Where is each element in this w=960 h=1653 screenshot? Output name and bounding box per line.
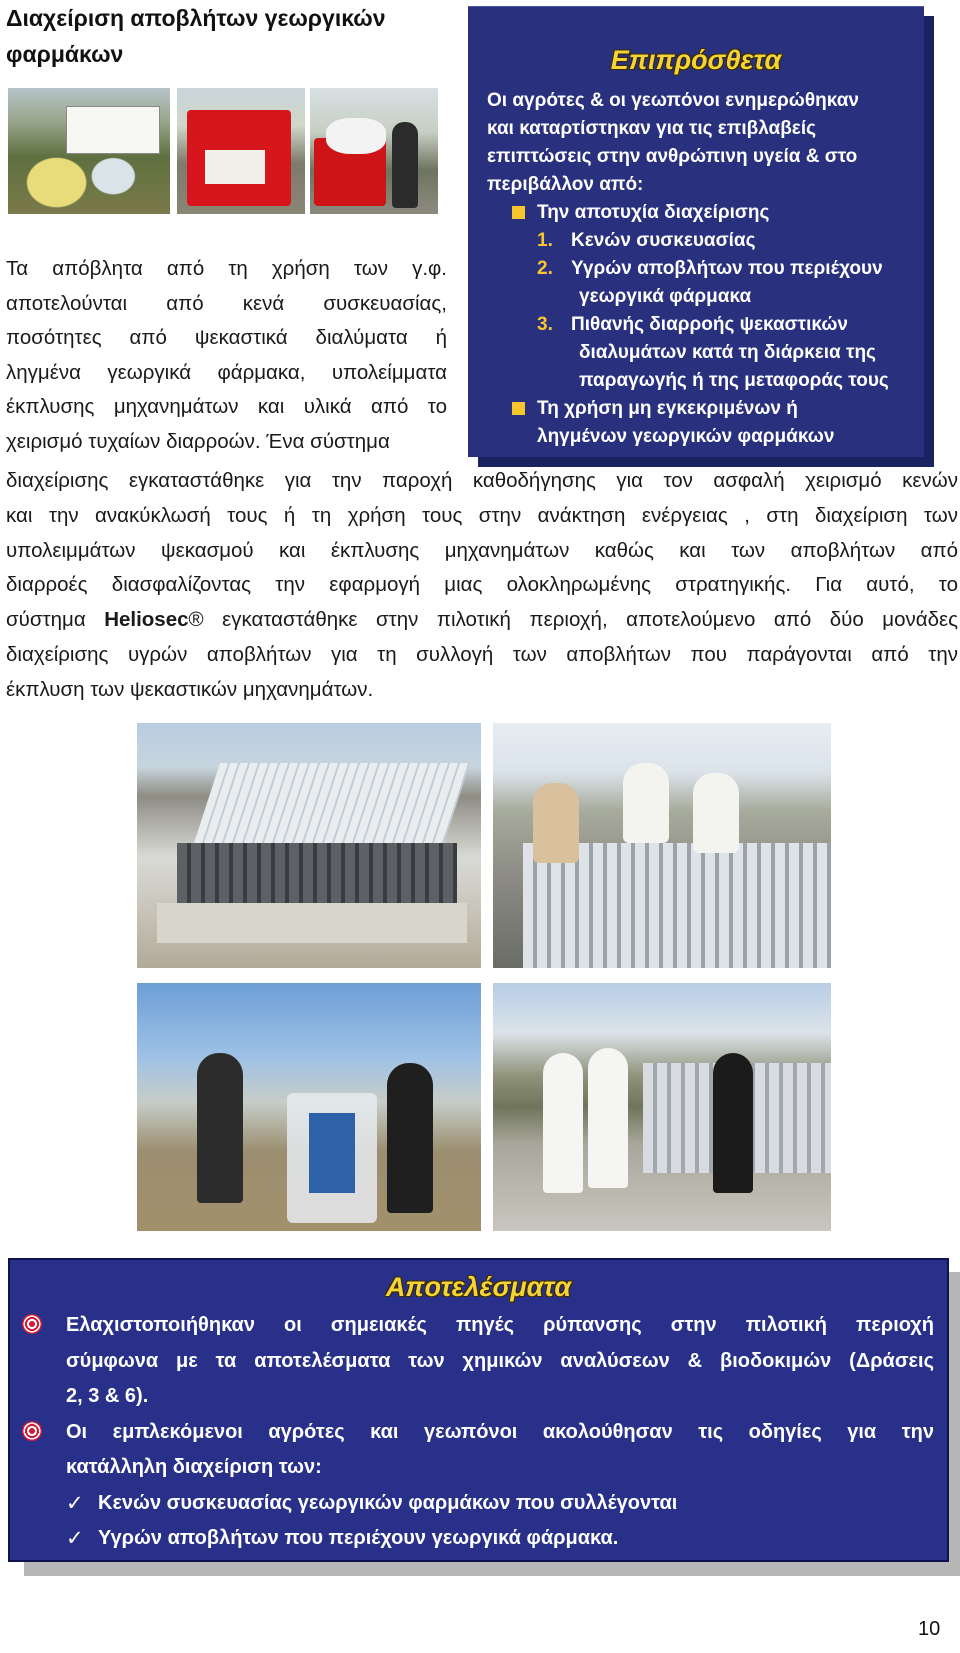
numbered-line: Πιθανής διαρροής ψεκαστικών	[571, 314, 848, 335]
filling-bin-photo	[310, 88, 438, 214]
red-bin-photo	[177, 88, 305, 214]
paragraph-line: διαχείρισης υγρών αποβλήτων για τη συλλογή των αποβλήτων που παράγονται από την	[6, 642, 958, 666]
bullet-text: Τη χρήση μη εγκεκριμένων ή	[537, 398, 798, 419]
paragraph-line: έκπλυση των ψεκαστικών μηχανημάτων.	[6, 677, 374, 701]
photo-bag	[287, 1093, 377, 1223]
photo-person	[543, 1053, 583, 1193]
paragraph-line: Τα απόβλητα από τη χρήση των γ.φ.	[6, 257, 447, 280]
photo-base	[157, 903, 467, 943]
checkmark-icon: ✓	[66, 1526, 84, 1550]
heliosec-term: Heliosec	[104, 608, 189, 632]
result-line: κατάλληλη διαχείριση των:	[66, 1456, 322, 1478]
photo-sign-board	[66, 106, 160, 154]
results-heading: Αποτελέσματα	[385, 1272, 572, 1302]
body-paragraph	[6, 464, 958, 708]
result-line: σύμφωνα με τα αποτελέσματα των χημικών αναλύσεων & βιοδοκιμών (Δράσεις	[66, 1349, 934, 1372]
paragraph-line: χειρισμό τυχαίων διαρροών. Ένα σύστημα	[6, 429, 390, 453]
intro-line: περιβάλλον από:	[487, 174, 644, 195]
photo-person	[197, 1053, 243, 1203]
bullet-text: Την αποτυχία διαχείρισης	[537, 202, 770, 223]
collection-demo-photo	[493, 983, 831, 1231]
bullet-text: ληγμένων γεωργικών φαρμάκων	[537, 426, 835, 447]
paragraph-line: αποτελούνται από κενά συσκευασίας,	[6, 291, 447, 315]
rinsing-demo-photo	[493, 723, 831, 968]
paragraph-line: ποσότητες από ψεκαστικά διαλύματα ή	[6, 326, 447, 349]
checked-text: Κενών συσκευασίας γεωργικών φαρμάκων που συλλέγονται	[98, 1491, 678, 1514]
additional-info-box	[468, 6, 924, 457]
intro-paragraph	[6, 252, 447, 459]
numbered-item	[487, 311, 917, 395]
result-line: 2, 3 & 6).	[66, 1385, 149, 1407]
bullet-item	[487, 199, 917, 227]
result-item	[66, 1415, 934, 1486]
intro-line: επιπτώσεις στην ανθρώπινη υγεία & στο	[487, 146, 858, 167]
line-text: ® εγκαταστάθηκε στην πιλοτική περιοχή, αποτελούμενο από δύο μονάδες	[188, 608, 959, 632]
paragraph-line: διαχείρισης εγκαταστάθηκε για την παροχή καθοδήγησης για τον ασφαλή χειρισμό κενών	[6, 469, 958, 492]
bullet-item	[487, 395, 917, 451]
numbered-line: γεωργικά φάρμακα	[579, 286, 752, 307]
page-title	[6, 0, 446, 72]
result-line: Ελαχιστοποιήθηκαν οι σημειακές πηγές ρύπανσης στην πιλοτική περιοχή	[66, 1314, 934, 1336]
intro-line: και καταρτίστηκαν για τις επιβλαβείς	[487, 118, 816, 139]
numbered-line: παραγωγής ή της μεταφοράς τους	[579, 370, 889, 391]
additional-intro	[487, 87, 917, 199]
photo-person	[713, 1053, 753, 1193]
checked-text: Υγρών αποβλήτων που περιέχουν γεωργικά φάρμακα.	[98, 1527, 619, 1549]
additional-heading: Επιπρόσθετα	[610, 45, 782, 75]
photo-bags	[326, 118, 386, 154]
photo-roof	[194, 763, 470, 843]
item-number: 2.	[537, 258, 553, 279]
swirl-bullet-icon	[22, 1314, 42, 1334]
additional-body	[487, 87, 917, 451]
photo-panel	[177, 843, 457, 903]
numbered-item	[487, 255, 917, 311]
swirl-bullet-icon	[22, 1421, 42, 1441]
paragraph-line: διαρροές διασφαλίζοντας την εφαρμογή μιας ολοκληρωμένης στρατηγικής. Για αυτό, το	[6, 573, 958, 597]
checked-item	[66, 1486, 934, 1522]
line-text: σύστημα	[6, 608, 105, 632]
result-line: Οι εμπλεκόμενοι αγρότες και γεωπόνοι ακολούθησαν τις οδηγίες για την	[66, 1420, 934, 1443]
paragraph-line	[6, 603, 958, 638]
numbered-line: Κενών συσκευασίας	[571, 230, 756, 251]
numbered-line: διαλυμάτων κατά τη διάρκεια της	[579, 342, 876, 363]
photo-person	[533, 783, 579, 863]
photo-person	[623, 763, 669, 843]
photo-person	[588, 1048, 628, 1188]
photo-red-bin	[187, 110, 291, 206]
yellow-square-bullet-icon	[512, 402, 525, 415]
item-number: 3.	[537, 314, 553, 335]
result-item	[66, 1308, 934, 1415]
yellow-square-bullet-icon	[512, 206, 525, 219]
photo-person	[392, 122, 418, 208]
photo-person	[693, 773, 739, 853]
title-line: φαρμάκων	[6, 41, 124, 67]
photo-person	[387, 1063, 433, 1213]
results-box	[8, 1258, 949, 1562]
paragraph-line: έκπλυσης μηχανημάτων και υλικά από το	[6, 395, 447, 418]
collection-sign-photo	[8, 88, 170, 214]
results-body	[66, 1308, 934, 1557]
title-line: Διαχείριση αποβλήτων γεωργικών	[6, 5, 386, 31]
numbered-item	[487, 227, 917, 255]
paragraph-line: υπολειμμάτων ψεκασμού και έκπλυσης μηχανημάτων καθώς και των αποβλήτων από	[6, 538, 958, 562]
checked-item	[66, 1521, 934, 1557]
item-number: 1.	[537, 230, 553, 251]
checkmark-icon: ✓	[66, 1490, 84, 1515]
officials-photo	[137, 983, 481, 1231]
intro-line: Οι αγρότες & οι γεωπόνοι ενημερώθηκαν	[487, 90, 859, 111]
paragraph-line: και την ανακύκλωσή τους ή τη χρήση τους στην ανάκτηση ενέργειας , στη διαχείριση των	[6, 503, 958, 527]
page-number: 10	[918, 1618, 941, 1640]
numbered-line: Υγρών αποβλήτων που περιέχουν	[571, 258, 883, 279]
heliosec-unit-photo	[137, 723, 481, 968]
paragraph-line: ληγμένα γεωργικά φάρμακα, υπολείμματα	[6, 360, 447, 384]
